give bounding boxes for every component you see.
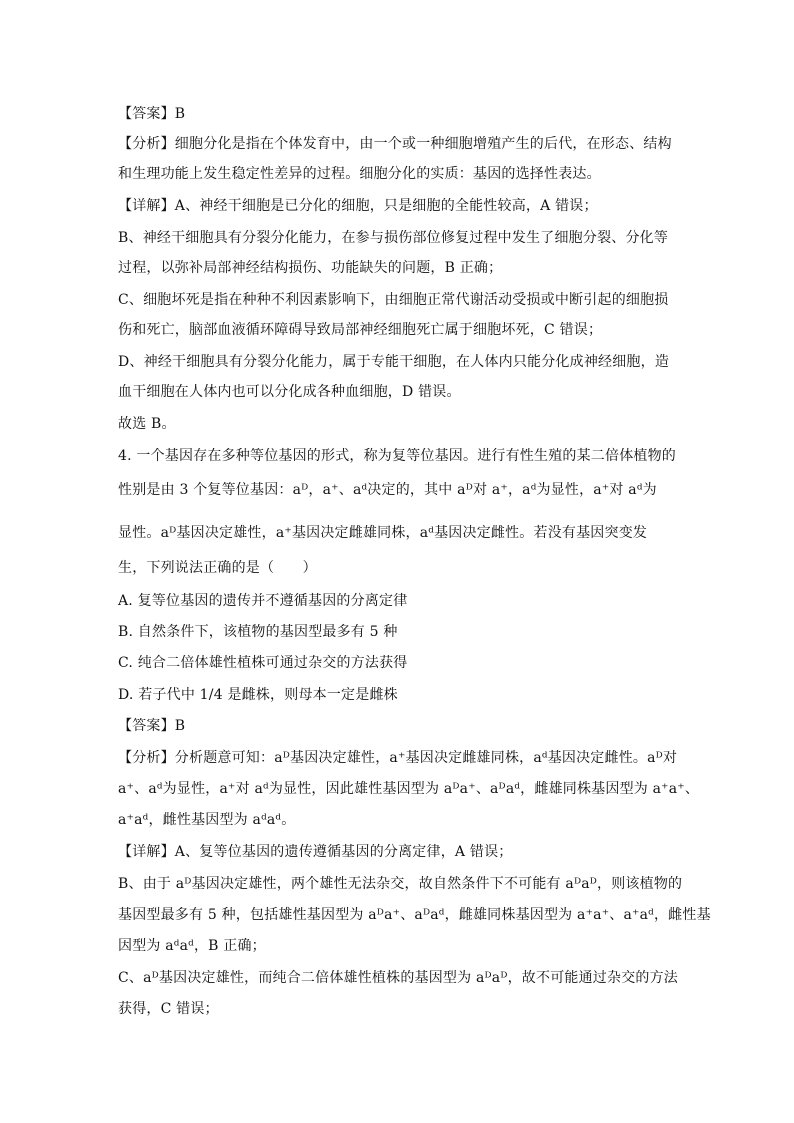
analysis-line: 【分析】细胞分化是指在个体发育中，由一个或一种细胞增殖产生的后代，在形态、结构 xyxy=(118,136,672,152)
analysis-line: a⁺、aᵈ为显性，a⁺对 aᵈ为显性，因此雄性基因型为 aᴰa⁺、aᴰaᵈ，雌雄同株基因型为 a⁺a⁺、 xyxy=(118,781,700,797)
conclusion-line: 故选 B。 xyxy=(118,416,176,432)
option-d: D. 若子代中 1/4 是雌株，则母本一定是雌株 xyxy=(118,687,398,703)
detail-line: 伤和死亡，脑部血液循环障碍导致局部神经细胞死亡属于细胞坏死，C 错误； xyxy=(118,322,603,338)
detail-line: C、细胞坏死是指在种种不利因素影响下，由细胞正常代谢活动受损或中断引起的细胞损 xyxy=(118,292,669,308)
question-stem-line: 显性。aᴰ基因决定雄性，a⁺基因决定雌雄同株，aᵈ基因决定雌性。若没有基因突变发 xyxy=(118,525,648,541)
detail-line: B、由于 aᴰ基因决定雄性，两个雄性无法杂交，故自然条件下不可能有 aᴰaᴰ，则该植物的 xyxy=(118,876,683,892)
option-c: C. 纯合二倍体雄性植株可通过杂交的方法获得 xyxy=(118,655,408,671)
detail-line: 【详解】A、神经干细胞是已分化的细胞，只是细胞的全能性较高，A 错误； xyxy=(118,198,598,214)
answer-line: 【答案】B xyxy=(118,106,186,122)
option-a: A. 复等位基因的遗传并不遵循基因的分离定律 xyxy=(118,593,408,609)
detail-line: 获得，C 错误； xyxy=(118,1001,219,1017)
analysis-line: a⁺aᵈ，雌性基因型为 aᵈaᵈ。 xyxy=(118,812,296,828)
question-stem-line: 4. 一个基因存在多种等位基因的形式，称为复等位基因。进行有性生殖的某二倍体植物的 xyxy=(118,448,677,464)
detail-line: B、神经干细胞具有分裂分化能力，在参与损伤部位修复过程中发生了细胞分裂、分化等 xyxy=(118,230,669,246)
detail-line: 【详解】A、复等位基因的遗传遵循基因的分离定律，A 错误； xyxy=(118,844,513,860)
analysis-line: 【分析】分析题意可知：aᴰ基因决定雄性，a⁺基因决定雌雄同株，aᵈ基因决定雌性。aᴰ对 xyxy=(118,750,678,766)
analysis-line: 和生理功能上发生稳定性差异的过程。细胞分化的实质：基因的选择性表达。 xyxy=(118,166,601,182)
detail-line: 过程，以弥补局部神经结构损伤、功能缺失的问题，B 正确； xyxy=(118,260,503,276)
detail-line: C、aᴰ基因决定雄性，而纯合二倍体雄性植株的基因型为 aᴰaᴰ，故不可能通过杂交的方法 xyxy=(118,970,679,986)
answer-line: 【答案】B xyxy=(118,718,186,734)
detail-line: 血干细胞在人体内也可以分化成各种血细胞，D 错误。 xyxy=(118,384,461,400)
detail-line: 因型为 aᵈaᵈ，B 正确； xyxy=(118,938,266,954)
detail-line: D、神经干细胞具有分裂分化能力，属于专能干细胞，在人体内只能分化成神经细胞，造 xyxy=(118,354,670,370)
option-b: B. 自然条件下，该植物的基因型最多有 5 种 xyxy=(118,624,398,640)
question-stem-line: 性别是由 3 个复等位基因：aᴰ，a⁺、aᵈ决定的，其中 aᴰ对 a⁺，aᵈ为显性，a⁺对 aᵈ为 xyxy=(118,482,657,498)
question-stem-line: 生，下列说法正确的是（ ） xyxy=(118,560,317,576)
detail-line: 基因型最多有 5 种，包括雄性基因型为 aᴰa⁺、aᴰaᵈ，雌雄同株基因型为 a⁺a⁺、a⁺aᵈ，雌性基 xyxy=(118,907,711,923)
